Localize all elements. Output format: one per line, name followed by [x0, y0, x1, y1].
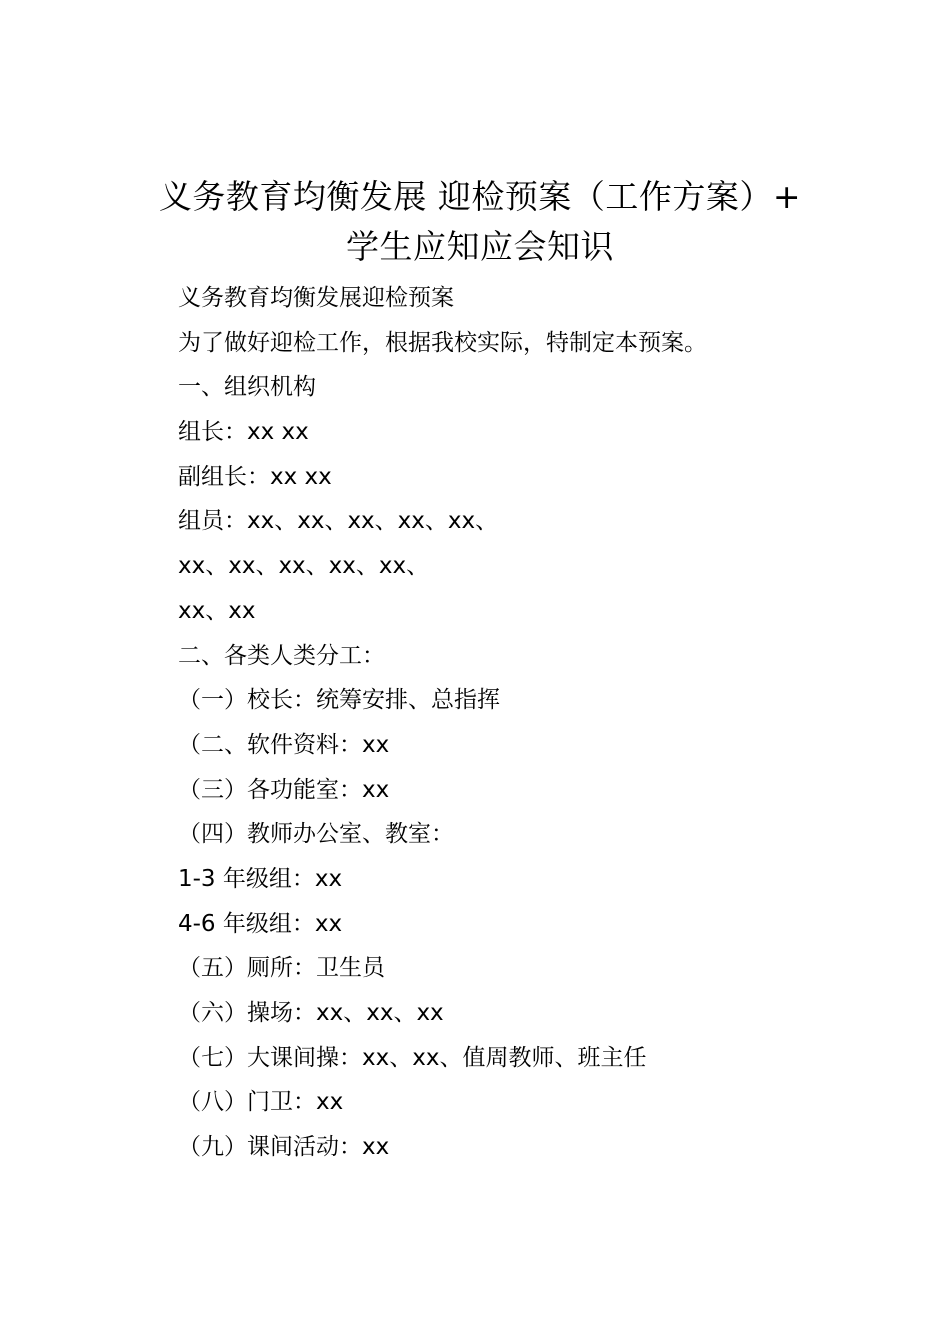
duty-item: （五）厕所：卫生员 [178, 955, 385, 982]
deputy-leader-line: 副组长：xx xx [178, 463, 332, 490]
document-body [178, 278, 858, 1172]
duty-item: （六）操场：xx、xx、xx [178, 1000, 444, 1026]
duty-item: （三）各功能室：xx [178, 776, 390, 803]
duty-item: （八）门卫：xx [178, 1089, 344, 1116]
members-line-continued: xx、xx、xx、xx、xx、 [178, 553, 430, 580]
leader-line: 组长：xx xx [178, 419, 309, 446]
duty-item: （二、软件资料：xx [178, 731, 390, 758]
members-line-end: xx、xx [178, 597, 256, 624]
grade-group-item: 4-6 年级组：xx [178, 910, 343, 937]
section-heading-organization: 一、组织机构 [178, 374, 316, 401]
grade-group-item: 1-3 年级组：xx [178, 865, 343, 892]
document-title-line-2: 学生应知应会知识 [346, 227, 614, 266]
section-heading-division: 二、各类人类分工： [178, 642, 385, 669]
subtitle: 义务教育均衡发展迎检预案 [178, 285, 454, 311]
intro-paragraph: 为了做好迎检工作，根据我校实际，特制定本预案。 [178, 329, 707, 356]
duty-item: （九）课间活动：xx [178, 1134, 390, 1161]
document-title-line-1: 义务教育均衡发展 迎检预案（工作方案）+ [158, 177, 802, 216]
duty-item: （一）校长：统筹安排、总指挥 [178, 687, 500, 714]
members-line: 组员：xx、xx、xx、xx、xx、 [178, 508, 499, 535]
duty-item: （七）大课间操：xx、xx、值周教师、班主任 [178, 1044, 647, 1071]
duty-item: （四）教师办公室、教室： [178, 821, 454, 848]
